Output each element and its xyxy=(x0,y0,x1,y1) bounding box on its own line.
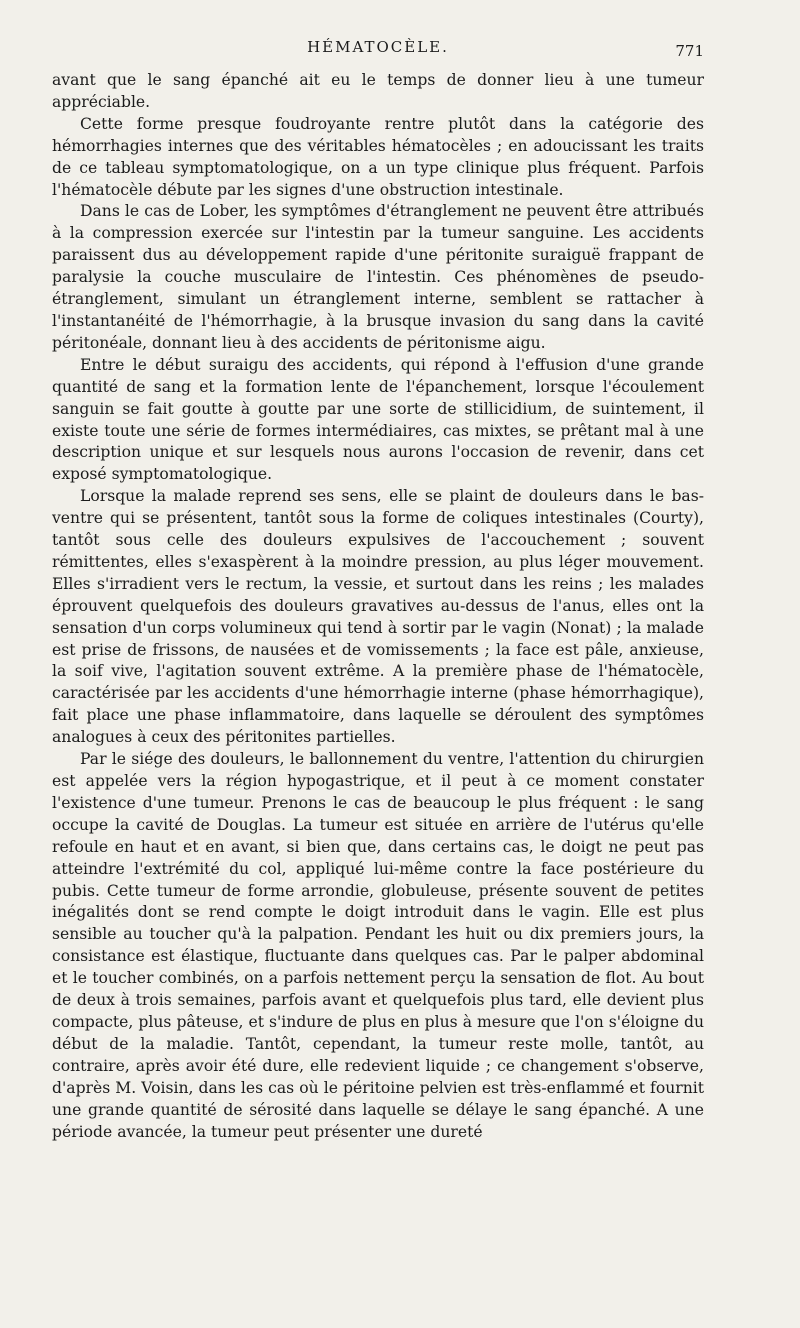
paragraph-6: Par le siége des douleurs, le ballonnement du ventre, l'attention du chirurgien est appelée vers la région hypogastrique, et il peut à ce moment constater l'existence d'une tumeur. Prenons le cas de beaucoup le plus fréquent : le sang occupe la cavité de Douglas. La tumeur est située en arrière de l'utérus qu'elle refoule en haut et en avant, si bien que, dans certains cas, le doigt ne peut pas atteindre l'extrémité du col, appliqué lui-même contre la face postérieure du pubis. Cette tumeur de forme arrondie, globuleuse, présente souvent de petites inégalités dont se rend compte le doigt introduit dans le vagin. Elle est plus sensible au toucher qu'à la palpation. Pendant les huit ou dix premiers jours, la consistance est élastique, fluctuante dans quelques cas. Par le palper abdominal et le toucher combinés, on a parfois nettement perçu la sensation de flot. Au bout de deux à trois semaines, parfois avant et quelquefois plus tard, elle devient plus compacte, plus pâteuse, et s'indure de plus en plus à mesure que l'on s'éloigne du début de la maladie. Tantôt, cependant, la tumeur reste molle, tantôt, au contraire, après avoir été dure, elle redevient liquide ; ce changement s'observe, d'après M. Voisin, dans les cas où le péritoine pelvien est très-enflammé et fournit une grande quantité de sérosité dans laquelle se délaye le sang épanché. A une période avancée, la tumeur peut présenter une dureté xyxy=(52,750,704,1141)
paragraph-5: Lorsque la malade reprend ses sens, elle se plaint de douleurs dans le bas-ventre qui se présentent, tantôt sous la forme de coliques intestinales (Courty), tantôt sous celle des douleurs expulsives de l'accouchement ; souvent rémittentes, elles s'exaspèrent à la moindre pression, au plus léger mouvement. Elles s'irradient vers le rectum, la vessie, et surtout dans les reins ; les malades éprouvent quelquefois des douleurs gravatives au-dessus de l'anus, elles ont la sensation d'un corps volumineux qui tend à sortir par le vagin (Nonat) ; la malade est prise de frissons, de nausées et de vomissements ; la face est pâle, anxieuse, la soif vive, l'agitation souvent extrême. A la première phase de l'hématocèle, caractérisée par les accidents d'une hémorrhagie interne (phase hémorrhagique), fait place une phase inflammatoire, dans laquelle se déroulent des symptômes analogues à ceux des péritonites partielles. xyxy=(52,487,704,747)
running-title: HÉMATOCÈLE. xyxy=(307,38,449,56)
paragraph-2: Cette forme presque foudroyante rentre plutôt dans la catégorie des hémorrhagies internes que des véritables hématocèles ; en adoucissant les traits de ce tableau symptomatologique, on a un type clinique plus fréquent. Parfois l'hématocèle débute par les signes d'une obstruction intestinale. xyxy=(52,114,704,199)
page-number: 771 xyxy=(675,42,704,60)
running-head xyxy=(52,38,704,64)
paragraph-4: Entre le début suraigu des accidents, qui répond à l'effusion d'une grande quantité de sang et la formation lente de l'épanchement, lorsque l'écoulement sanguin se fait goutte à goutte par une sorte de stillicidium, de suintement, il existe toute une série de formes intermédiaires, cas mixtes, se prêtant mal à une description unique et sur lesquels nous aurons l'occasion de revenir, dans cet exposé symptomatologique. xyxy=(52,355,704,484)
paragraph-1: avant que le sang épanché ait eu le temps de donner lieu à une tumeur appréciable. xyxy=(52,71,704,111)
body-text xyxy=(52,70,704,1143)
paragraph-3: Dans le cas de Lober, les symptômes d'étranglement ne peuvent être attribués à la compression exercée sur l'intestin par la tumeur sanguine. Les accidents paraissent dus au développement rapide d'une péritonite suraiguë frappant de paralysie la couche musculaire de l'intestin. Ces phénomènes de pseudo-étranglement, simulant un étranglement interne, semblent se rattacher à l'instantanéité de l'hémorrhagie, à la brusque invasion du sang dans la cavité péritonéale, donnant lieu à des accidents de péritonisme aigu. xyxy=(52,202,704,352)
